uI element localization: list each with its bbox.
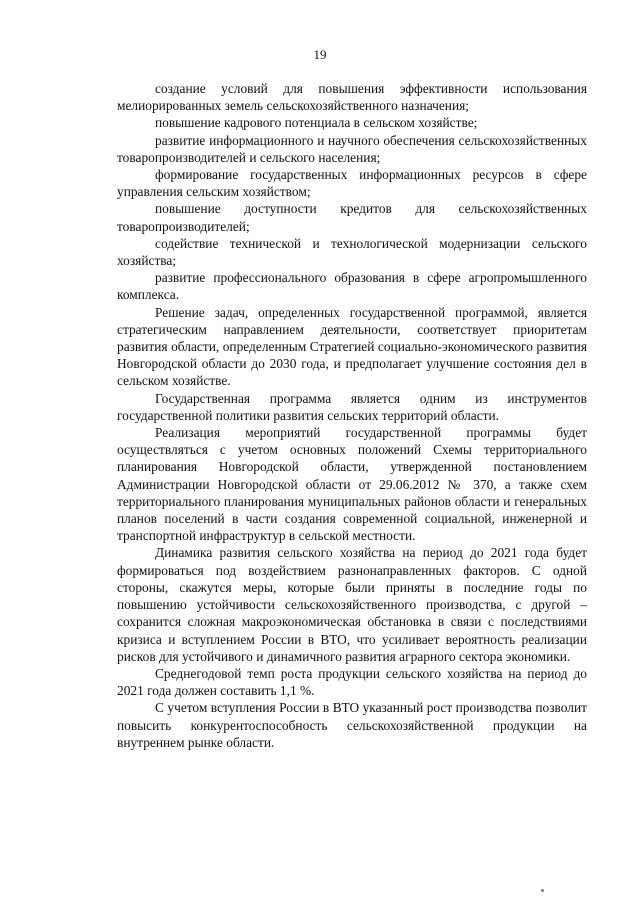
- list-item-information-resources: формирование государственных информационных ресурсов в сфере управления сельским хозяйством;: [117, 167, 587, 200]
- paragraph-wto: С учетом вступления России в ВТО указанный рост производства позволит повысить конкурентоспособность сельскохозяйственной продукции на внутреннем рынке области.: [117, 700, 587, 750]
- paragraph-program-instrument: Государственная программа является одним из инструментов государственной политики развития сельских территорий области.: [117, 390, 587, 423]
- list-item-credit-availability: повышение доступности кредитов для сельскохозяйственных товаропроизводителей;: [117, 201, 587, 234]
- paragraph-dynamics: Динамика развития сельского хозяйства на период до 2021 года будет формироваться под воздействием разнонаправленных факторов. С одной стороны, скажутся меры, которые были приняты в последние годы по повышению устойчивости сельскохозяйственного производства, с другой – сохранится сложная макроэкономическая обстановка в связи с последствиями кризиса и вступлением России в ВТО, что усиливает вероятность реализации рисков для устойчивого и динамичного развития аграрного сектора экономики.: [117, 545, 587, 664]
- page-number: 19: [313, 47, 327, 62]
- scan-artifact-dot: [541, 889, 544, 892]
- paragraph-strategic-direction: Решение задач, определенных государственной программой, является стратегическим направлением деятельности, соответствует приоритетам развития области, определенным Стратегией социально-экономического развития Новгородской области до 2030 года, и предполагает улучшение состояния дел в сельском хозяйстве.: [117, 304, 587, 389]
- list-item-land-reclamation: создание условий для повышения эффективности использования мелиорированных земель сельскохозяйственного назначения;: [117, 81, 587, 114]
- paragraph-implementation: Реализация мероприятий государственной программы будет осуществляться с учетом основных положений Схемы территориального планирования Новгородской области, утвержденной постановлением Администрации Новгородской области от 29.06.2012 № 370, а также схем территориального планирования муниципальных районов области и генеральных планов поселений в части создания современной социальной, инженерной и транспортной инфраструктур в сельской местности.: [117, 425, 587, 544]
- document-body: [117, 80, 587, 751]
- list-item-information-support: развитие информационного и научного обеспечения сельскохозяйственных товаропроизводителей и сельского населения;: [117, 132, 587, 165]
- paragraph-growth-rate: Среднегодовой темп роста продукции сельского хозяйства на период до 2021 года должен составить 1,1 %.: [117, 665, 587, 699]
- list-item-personnel: повышение кадрового потенциала в сельском хозяйстве;: [155, 115, 478, 131]
- list-item-education: развитие профессионального образования в сфере агропромышленного комплекса.: [117, 270, 587, 303]
- list-item-modernization: содействие технической и технологической модернизации сельского хозяйства;: [117, 235, 587, 269]
